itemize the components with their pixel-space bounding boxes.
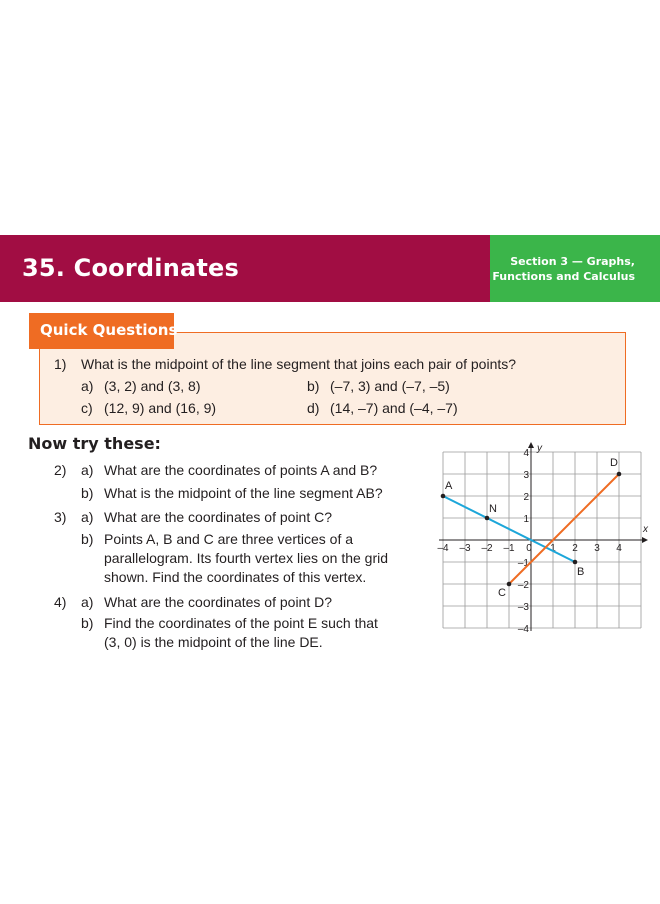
question-number: 3): [54, 509, 67, 525]
part-label: a): [81, 594, 94, 610]
point-label-c: C: [498, 587, 506, 599]
y-tick-label: 3: [523, 470, 529, 481]
x-tick-label: –2: [481, 543, 493, 554]
part-text: (14, –7) and (–4, –7): [330, 400, 458, 416]
question-text: What are the coordinates of points A and B?: [104, 462, 378, 478]
part-label: b): [81, 485, 94, 501]
point-c: [507, 582, 512, 587]
axes: [439, 442, 648, 631]
question-text: What is the midpoint of the line segment that joins each pair of points?: [81, 356, 517, 372]
part-text: (3, 2) and (3, 8): [104, 378, 201, 394]
question-text-line: parallelogram. Its fourth vertex lies on the grid: [104, 550, 389, 566]
y-tick-label: –4: [517, 624, 529, 635]
point-n: [485, 516, 490, 521]
question-text: What are the coordinates of point C?: [104, 509, 333, 525]
point-label-b: B: [577, 566, 585, 578]
section-heading: Now try these:: [28, 434, 161, 453]
part-label: b): [81, 615, 94, 631]
y-tick-label: –2: [517, 580, 529, 591]
quick-questions-title: Quick Questions: [40, 321, 178, 339]
y-axis-label: y: [537, 443, 542, 454]
part-label: a): [81, 509, 94, 525]
point-b: [573, 560, 578, 565]
x-tick-label: –4: [437, 543, 449, 554]
question-text-line: shown. Find the coordinates of this vertex.: [104, 569, 367, 585]
x-tick-label: 1: [550, 543, 556, 554]
x-tick-label: 4: [616, 543, 622, 554]
question-text: What is the midpoint of the line segment AB?: [104, 485, 383, 501]
y-tick-label: –3: [517, 602, 529, 613]
question-text: What are the coordinates of point D?: [104, 594, 333, 610]
x-tick-label: 2: [572, 543, 578, 554]
section-label-line1: Section 3 — Graphs,: [510, 255, 635, 268]
x-tick-label: –1: [503, 543, 515, 554]
part-label: c): [81, 400, 93, 416]
question-text-line: Find the coordinates of the point E such that: [104, 615, 378, 631]
segment-cd: [509, 474, 619, 584]
question-number: 1): [54, 356, 67, 372]
point-label-a: A: [445, 480, 453, 492]
part-label: b): [307, 378, 320, 394]
section-badge: [490, 235, 660, 302]
question-text-line: (3, 0) is the midpoint of the line DE.: [104, 634, 323, 650]
point-label-d: D: [610, 457, 618, 469]
part-label: a): [81, 462, 94, 478]
coordinate-grid: [432, 442, 648, 650]
x-tick-label: 3: [594, 543, 600, 554]
part-label: d): [307, 400, 320, 416]
y-tick-label: 4: [523, 448, 529, 459]
page-title: 35. Coordinates: [22, 254, 240, 282]
point-label-n: N: [489, 503, 497, 515]
y-tick-label: 1: [523, 514, 529, 525]
x-axis-arrow-icon: [642, 537, 648, 543]
y-tick-label: 2: [523, 492, 529, 503]
part-text: (–7, 3) and (–7, –5): [330, 378, 450, 394]
part-text: (12, 9) and (16, 9): [104, 400, 217, 416]
part-label: b): [81, 531, 94, 547]
part-label: a): [81, 378, 94, 394]
point-a: [441, 494, 446, 499]
y-tick-label: –1: [517, 558, 529, 569]
section-label-line2: Functions and Calculus: [492, 270, 635, 283]
x-tick-label: –3: [459, 543, 471, 554]
point-d: [617, 472, 622, 477]
x-axis-label: x: [643, 524, 648, 535]
question-number: 2): [54, 462, 67, 478]
x-tick-label: 0: [526, 543, 532, 554]
question-text-line: Points A, B and C are three vertices of a: [104, 531, 354, 547]
question-number: 4): [54, 594, 67, 610]
